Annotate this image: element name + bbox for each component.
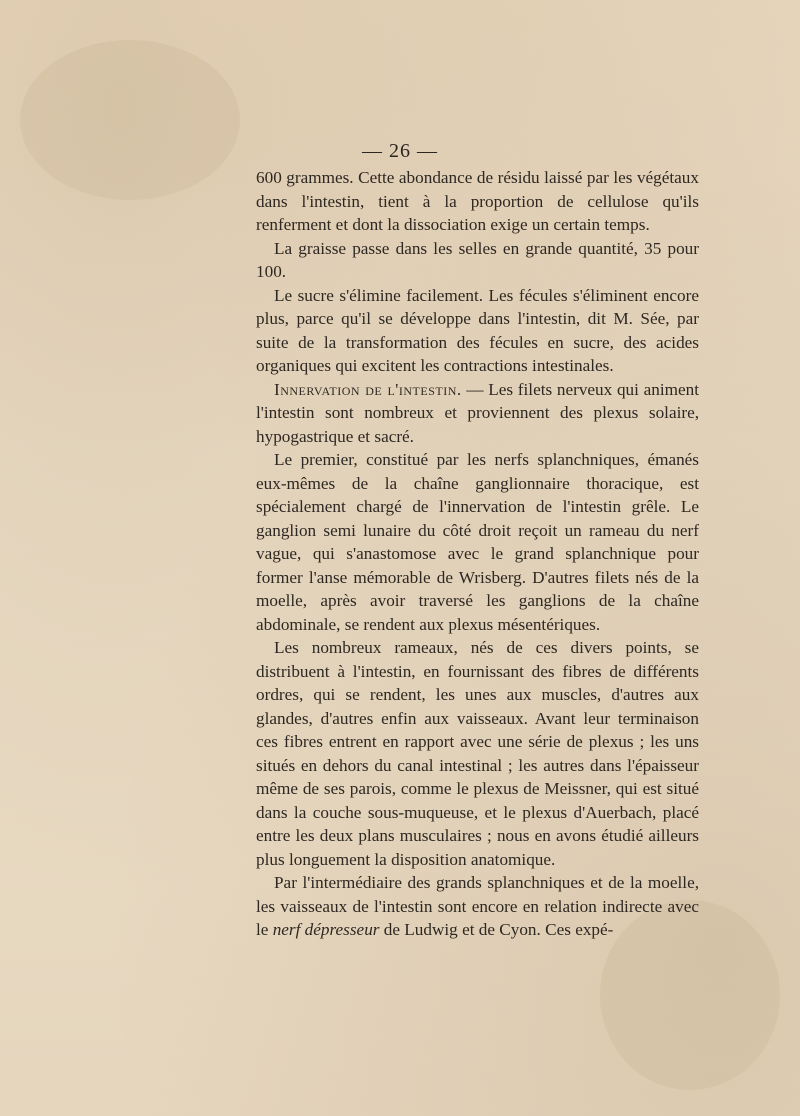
- section-heading: Innervation de l'intestin.: [274, 379, 462, 399]
- paragraph-text: Le sucre s'élimine facilement. Les fécules s'éliminent encore plus, parce qu'il se développe dans l'intestin, dit M. Sée, par suite de la transformation des fécules en sucre, des acides organiques qui excitent les contractions intestinales.: [256, 285, 699, 375]
- paragraph-text: de Ludwig et de Cyon. Ces expé-: [379, 920, 614, 939]
- italic-term: nerf dépresseur: [272, 920, 380, 939]
- paragraph-text: Par l'intermédiaire des grands splanchniques et de la moelle, les vaisseaux de l'intestin sont encore en relation indirecte avec le: [256, 873, 699, 939]
- body-text: [256, 166, 699, 942]
- paragraph-text: — Les filets nerveux qui animent l'intestin sont nombreux et proviennent des plexus solaire, hypogastrique et sacré.: [256, 379, 699, 446]
- paragraph: [256, 284, 699, 378]
- page-number: — 26 —: [362, 140, 438, 162]
- paragraph: [256, 237, 699, 284]
- paragraph: [256, 871, 699, 942]
- paragraph: [256, 448, 699, 636]
- paragraph-text: Les nombreux rameaux, nés de ces divers points, se distribuent à l'intestin, en fournissant des fibres de différents ordres, qui se rendent, les unes aux muscles, d'autres aux glandes, d'autres enfin aux vaisseaux. Avant leur terminaison ces fibres entrent en rapport avec une série de plexus ; les uns situés en dehors du canal intestinal ; les autres dans l'épaisseur même de ses parois, comme le plexus de Meissner, qui est situé dans la couche sous-muqueuse, et le plexus d'Auerbach, placé entre les deux plans musculaires ; nous en avons étudié ailleurs plus longuement la disposition anatomique.: [256, 638, 699, 869]
- paragraph: [256, 636, 699, 871]
- paper-stain: [20, 40, 240, 200]
- paragraph-text: 600 grammes. Cette abondance de résidu laissé par les végétaux dans l'intestin, tient à la proportion de cellulose qu'ils renferment et dont la dissociation exige un certain temps.: [256, 168, 699, 234]
- paragraph: [256, 166, 699, 237]
- paragraph-text: La graisse passe dans les selles en grande quantité, 35 pour 100.: [256, 238, 699, 281]
- paragraph-text: Le premier, constitué par les nerfs splanchniques, émanés eux-mêmes de la chaîne ganglionnaire thoracique, est spécialement chargé de l'innervation de l'intestin grêle. Le ganglion semi lunaire du côté droit reçoit un rameau du nerf vague, qui s'anastomose avec le grand splanchnique pour former l'anse mémorable de Wrisberg. D'autres filets nés de la moelle, après avoir traversé les ganglions de la chaîne abdominale, se rendent aux plexus mésentériques.: [256, 450, 699, 634]
- paragraph: [256, 378, 699, 449]
